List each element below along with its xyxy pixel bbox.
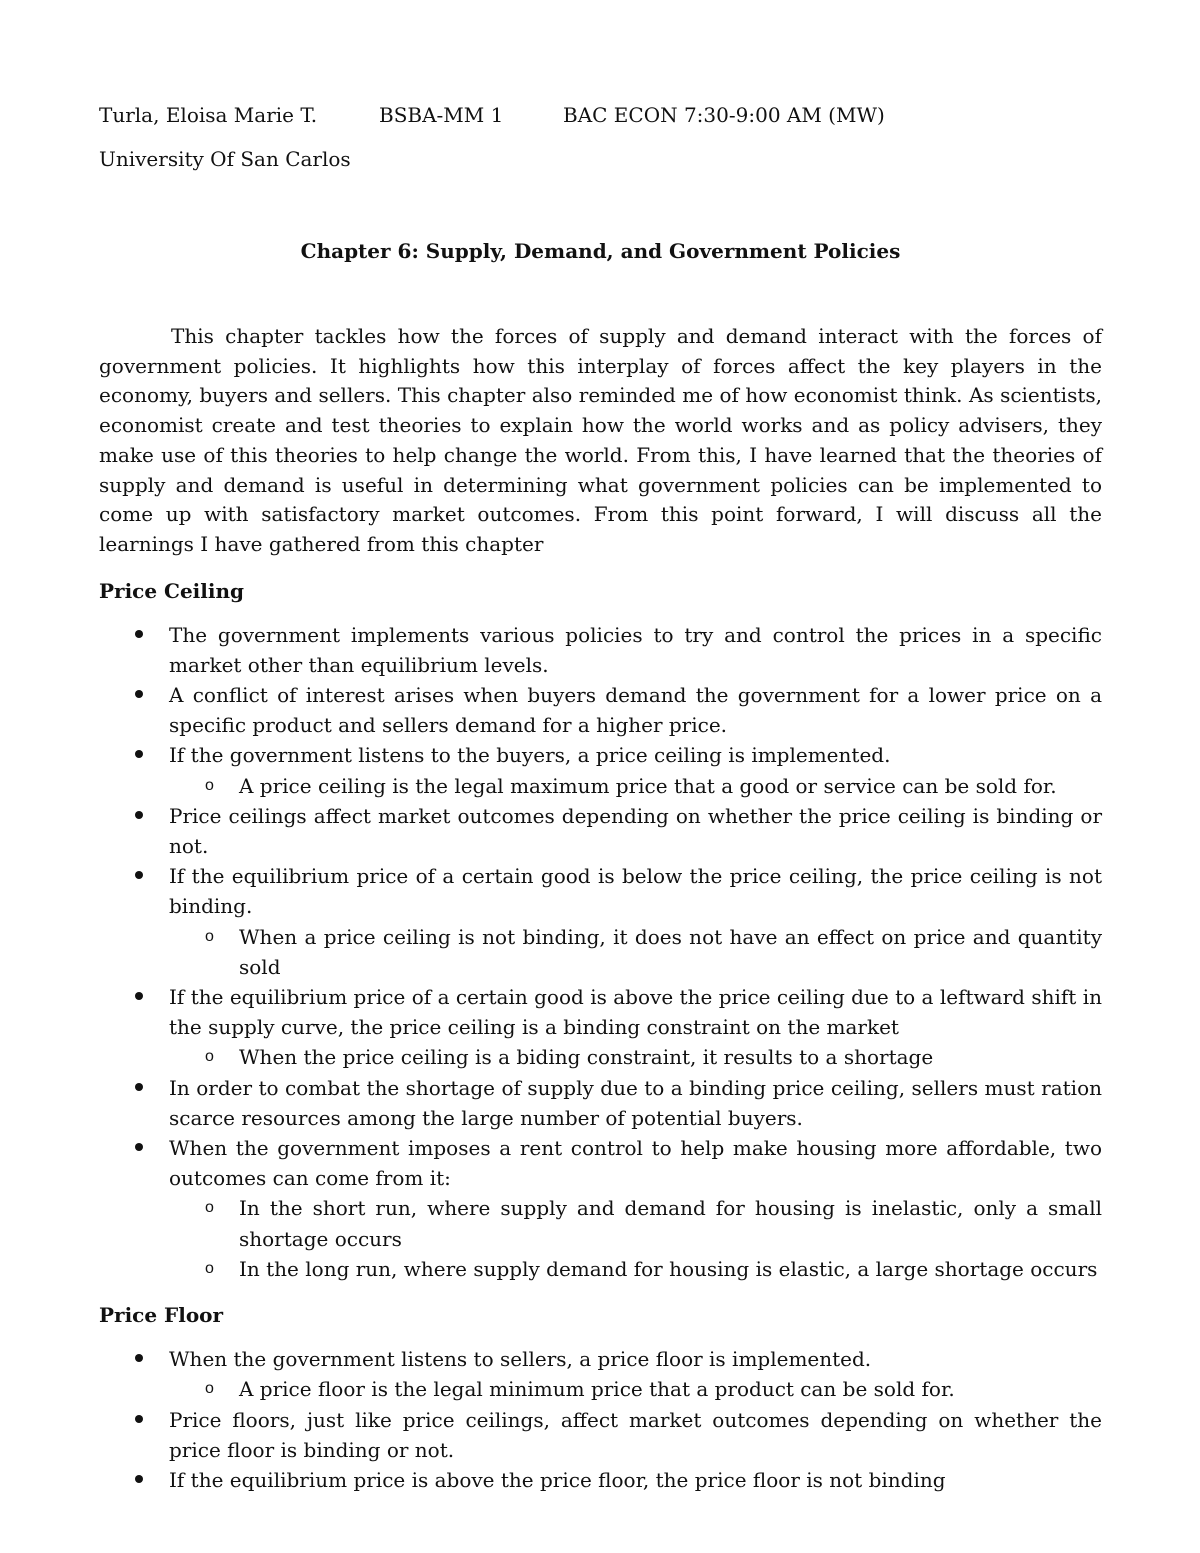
section-heading-price-ceiling: Price Ceiling — [99, 578, 244, 603]
price-floor-list — [99, 1344, 1102, 1495]
bullet-icon — [135, 992, 143, 1000]
sub-list-item-text: In the short run, where supply and demand for housing is inelastic, only a small shortage occurs — [239, 1196, 1102, 1251]
list-item — [99, 1133, 1102, 1284]
section-heading-price-floor: Price Floor — [99, 1303, 224, 1328]
document-page — [99, 96, 1102, 1495]
circle-bullet-icon: o — [205, 1380, 214, 1398]
sub-list — [169, 1374, 1102, 1404]
bullet-icon — [135, 1083, 143, 1091]
sub-list — [169, 922, 1102, 982]
sub-list — [169, 1193, 1102, 1284]
list-item-text: In order to combat the shortage of supply due to a binding price ceiling, sellers must ration scarce resources among the large number of potential buyers. — [169, 1075, 1102, 1130]
list-item — [99, 740, 1102, 800]
list-item-text: Price floors, just like price ceilings, affect market outcomes depending on whether the price floor is binding or not. — [169, 1407, 1102, 1462]
university-name: University Of San Carlos — [99, 147, 351, 171]
bullet-icon — [135, 1354, 143, 1362]
list-item — [99, 620, 1102, 680]
bullet-icon — [135, 1475, 143, 1483]
sub-list — [169, 771, 1102, 801]
bullet-icon — [135, 871, 143, 879]
circle-bullet-icon: o — [205, 927, 214, 945]
sub-list — [169, 1042, 1102, 1072]
sub-list-item-text: When the price ceiling is a biding constraint, it results to a shortage — [239, 1045, 934, 1070]
circle-bullet-icon: o — [205, 1199, 214, 1217]
list-item-text: If the equilibrium price of a certain good is below the price ceiling, the price ceiling is not binding. — [169, 864, 1102, 919]
sub-list-item-text: When a price ceiling is not binding, it does not have an effect on price and quantity sold — [239, 924, 1102, 979]
list-item-text: When the government listens to sellers, a price floor is implemented. — [169, 1347, 872, 1372]
student-name: Turla, Eloisa Marie T. — [99, 103, 318, 127]
chapter-title: Chapter 6: Supply, Demand, and Government Policies — [300, 239, 901, 263]
list-item-text: Price ceilings affect market outcomes depending on whether the price ceiling is binding or not. — [169, 803, 1102, 859]
class-schedule: BAC ECON 7:30-9:00 AM (MW) — [563, 103, 885, 127]
bullet-icon — [135, 811, 143, 819]
sub-list-item-text: A price floor is the legal minimum price that a product can be sold for. — [239, 1377, 955, 1402]
sub-list-item — [169, 1193, 1102, 1253]
sub-list-item — [169, 1042, 1102, 1072]
list-item — [99, 982, 1102, 1073]
price-ceiling-list — [99, 620, 1102, 1284]
bullet-icon — [135, 1415, 143, 1423]
circle-bullet-icon: o — [205, 1259, 214, 1277]
list-item-text: A conflict of interest arises when buyers demand the government for a lower price on a specific product and sellers demand for a higher price. — [169, 683, 1102, 738]
header-line — [99, 96, 1102, 134]
circle-bullet-icon: o — [205, 1048, 214, 1066]
bullet-icon — [135, 630, 143, 638]
list-item — [99, 861, 1102, 982]
course-code: BSBA-MM 1 — [379, 103, 504, 127]
sub-list-item — [169, 1254, 1102, 1284]
bullet-icon — [135, 750, 143, 758]
list-item — [99, 1405, 1102, 1465]
list-item — [99, 1344, 1102, 1404]
list-item-text: The government implements various policies to try and control the prices in a specific market other than equilibrium levels. — [169, 622, 1102, 677]
bullet-icon — [135, 1143, 143, 1151]
list-item-text: If the equilibrium price is above the price floor, the price floor is not binding — [169, 1467, 946, 1492]
sub-list-item-text: A price ceiling is the legal maximum price that a good or service can be sold for. — [239, 773, 1057, 798]
sub-list-item-text: In the long run, where supply demand for housing is elastic, a large shortage occurs — [239, 1256, 1098, 1281]
sub-list-item — [169, 922, 1102, 982]
circle-bullet-icon: o — [205, 776, 214, 794]
list-item-text: If the equilibrium price of a certain good is above the price ceiling due to a leftward shift in the supply curve, the price ceiling is a binding constraint on the market — [169, 985, 1102, 1040]
list-item — [99, 801, 1102, 861]
list-item-text: If the government listens to the buyers, a price ceiling is implemented. — [169, 743, 891, 768]
list-item — [99, 1465, 1102, 1495]
list-item — [99, 680, 1102, 740]
sub-list-item — [169, 771, 1102, 801]
intro-paragraph: This chapter tackles how the forces of supply and demand interact with the forces of government policies. It highlights how this interplay of forces affect the key players in the economy, buyers and sellers. This chapter also reminded me of how economist think. As scientists, economist create and test theories to explain how the world works and as policy advisers, they make use of this theories to help change the world. From this, I have learned that the theories of supply and demand is useful in determining what government policies can be implemented to come up with satisfactory market outcomes. From this point forward, I will discuss all the learnings I have gathered from this chapter — [99, 324, 1102, 556]
bullet-icon — [135, 690, 143, 698]
sub-list-item — [169, 1374, 1102, 1404]
list-item-text: When the government imposes a rent control to help make housing more affordable, two outcomes can come from it: — [169, 1136, 1102, 1191]
list-item — [99, 1073, 1102, 1133]
